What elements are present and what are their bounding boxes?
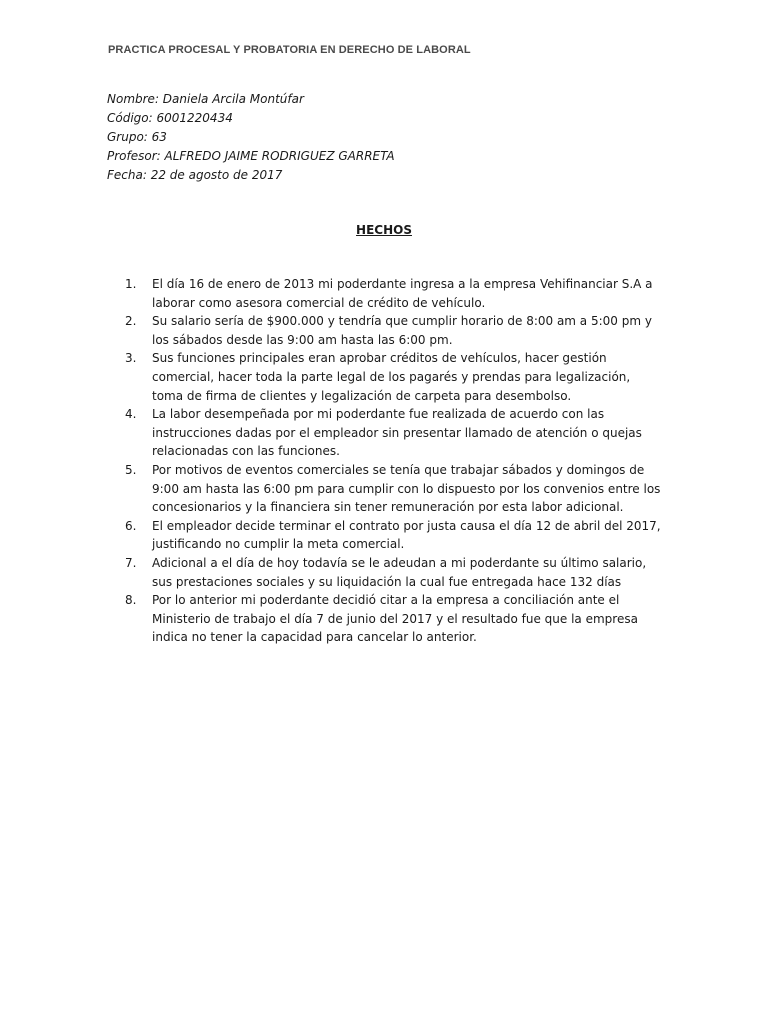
fact-text: El empleador decide terminar el contrato por justa causa el día 12 de abril del 2017, justificando no cumplir la meta comercial. — [152, 518, 661, 552]
fact-item — [125, 405, 685, 461]
section-title-hechos: HECHOS — [356, 223, 412, 237]
fact-number: 6. — [125, 518, 137, 533]
group-line: Grupo: 63 — [107, 130, 167, 144]
fact-number: 4. — [125, 407, 137, 422]
date-line: Fecha: 22 de agosto de 2017 — [107, 168, 283, 182]
fact-number: 1. — [125, 277, 137, 291]
fact-text: Por lo anterior mi poderdante decidió citar a la empresa a conciliación ante el Ministerio de trabajo el día 7 de junio del 2017 y el resultado fue que la empresa indica no tener la capacidad para cancelar lo anterior. — [152, 593, 638, 645]
fact-text: Por motivos de eventos comerciales se tenía que trabajar sábados y domingos de 9:00 am hasta las 6:00 pm para cumplir con lo dispuesto por los convenios entre los concesionarios y la financiera sin tener remuneración por esta labor adicional. — [152, 462, 661, 515]
fact-text: Su salario sería de $900.000 y tendría que cumplir horario de 8:00 am a 5:00 pm y los sábados desde las 9:00 am hasta las 6:00 pm. — [152, 314, 652, 347]
fact-item — [125, 349, 685, 405]
fact-item — [125, 591, 685, 647]
student-name-line: Nombre: Daniela Arcila Montúfar — [107, 92, 304, 106]
student-info-block — [107, 90, 395, 185]
fact-number: 8. — [125, 593, 137, 608]
fact-item — [125, 461, 685, 517]
document-header: PRACTICA PROCESAL Y PROBATORIA EN DERECHO DE LABORAL — [108, 44, 471, 56]
fact-text: Adicional a el día de hoy todavía se le adeudan a mi poderdante su último salario, sus prestaciones sociales y su liquidación la cual fue entregada hace 132 días — [152, 555, 647, 589]
fact-number: 5. — [125, 462, 137, 477]
student-code-line: Código: 6001220434 — [107, 111, 233, 125]
fact-text: La labor desempeñada por mi poderdante fue realizada de acuerdo con las instrucciones dadas por el empleador sin presentar llamado de atención o quejas relacionadas con las funciones. — [152, 407, 642, 459]
fact-number: 3. — [125, 351, 137, 366]
fact-text: El día 16 de enero de 2013 mi poderdante ingresa a la empresa Vehifinanciar S.A a laborar como asesora comercial de crédito de vehículo. — [152, 277, 653, 310]
fact-number: 2. — [125, 314, 137, 329]
fact-item — [125, 275, 685, 312]
fact-item — [125, 517, 685, 554]
fact-item — [125, 554, 685, 591]
fact-text: Sus funciones principales eran aprobar créditos de vehículos, hacer gestión comercial, hacer toda la parte legal de los pagarés y prendas para legalización, toma de firma de clientes y legalización de carpeta para desembolso. — [152, 351, 631, 403]
fact-number: 7. — [125, 555, 137, 570]
fact-item — [125, 312, 685, 349]
facts-list — [125, 275, 685, 647]
professor-line: Profesor: ALFREDO JAIME RODRIGUEZ GARRETA — [107, 149, 395, 163]
